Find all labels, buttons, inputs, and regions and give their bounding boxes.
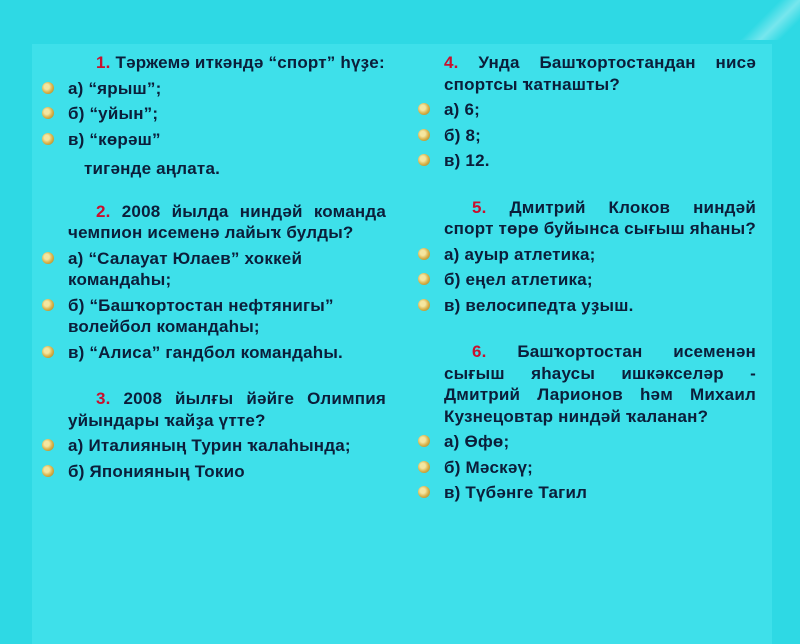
question-number: 1. <box>96 53 111 72</box>
list-item <box>68 342 386 364</box>
option-text: б) “уйын”; <box>68 104 159 123</box>
bullet-icon <box>42 465 54 477</box>
question-text: 2008 йылғы йәйге Олимпия уйындары ҡайҙа үтте? <box>68 389 386 430</box>
question-5 <box>444 197 756 240</box>
question-number: 6. <box>472 342 487 361</box>
bullet-icon <box>418 103 430 115</box>
list-item <box>68 78 386 100</box>
list-item <box>68 461 386 483</box>
option-text: в) “Алиса” гандбол командаһы. <box>68 342 343 362</box>
bullet-icon <box>42 346 54 358</box>
question-text: 2008 йылда ниндәй команда чемпион исеменә лайыҡ булды? <box>68 201 386 242</box>
question-2 <box>68 201 386 244</box>
option-text: в) 12. <box>444 151 490 170</box>
list-item <box>68 435 386 457</box>
bullet-icon <box>42 82 54 94</box>
bullet-icon <box>418 248 430 260</box>
question-text: Унда Башҡортостандан нисә спортсы ҡатнашты? <box>444 53 756 94</box>
option-text: а) Өфө; <box>444 432 510 451</box>
question-1 <box>68 52 386 74</box>
question-3 <box>68 388 386 431</box>
bullet-icon <box>418 129 430 141</box>
list-item <box>444 125 756 147</box>
question-number: 2. <box>96 201 111 221</box>
option-text: б) “Башҡортостан нефтянигы” волейбол командаһы; <box>68 295 334 336</box>
list-item <box>444 295 756 317</box>
question-number: 4. <box>444 53 459 72</box>
question-number: 3. <box>96 389 111 408</box>
list-item <box>444 431 756 453</box>
question-4 <box>444 52 756 95</box>
list-item <box>444 482 756 504</box>
question-number: 5. <box>472 197 487 217</box>
list-item <box>444 99 756 121</box>
bullet-icon <box>418 486 430 498</box>
option-text: а) 6; <box>444 100 480 119</box>
question-text: Дмитрий Клоков ниндәй спорт төрө буйынса сығыш яһаны? <box>444 197 756 238</box>
decorative-corner <box>740 0 800 40</box>
list-item <box>68 103 386 125</box>
option-text: а) “ярыш”; <box>68 78 162 98</box>
list-item <box>444 269 756 291</box>
option-text: б) еңел атлетика; <box>444 270 593 289</box>
list-item <box>68 129 386 151</box>
option-text: б) 8; <box>444 125 482 145</box>
option-text: в) Түбәнге Тагил <box>444 483 588 502</box>
bullet-icon <box>42 107 54 119</box>
right-column <box>444 52 756 508</box>
option-text: а) ауыр атлетика; <box>444 244 596 264</box>
option-text: б) Японияның Токио <box>68 461 245 481</box>
option-text: а) “Салауат Юлаев” хоккей командаһы; <box>68 248 303 289</box>
bullet-icon <box>418 154 430 166</box>
left-column <box>68 52 386 486</box>
bullet-icon <box>418 435 430 447</box>
list-item <box>444 457 756 479</box>
option-text: б) Мәскәү; <box>444 457 534 477</box>
option-text: а) Италияның Турин ҡалаһында; <box>68 436 351 455</box>
bullet-icon <box>42 439 54 451</box>
question-6 <box>444 341 756 427</box>
question-tail: тигәнде аңлата. <box>84 159 221 178</box>
bullet-icon <box>418 273 430 285</box>
bullet-icon <box>42 252 54 264</box>
question-text: Башҡортостан исеменән сығыш яһаусы ишкәкселәр - Дмитрий Ларионов һәм Михаил Кузнецовтар ниндәй ҡаланан? <box>444 342 756 426</box>
bullet-icon <box>418 299 430 311</box>
option-text: в) велосипедта уҙыш. <box>444 295 634 315</box>
bullet-icon <box>42 133 54 145</box>
list-item <box>444 244 756 266</box>
bullet-icon <box>42 299 54 311</box>
option-text: в) “көрәш” <box>68 129 161 149</box>
list-item <box>444 150 756 172</box>
list-item <box>68 248 386 291</box>
bullet-icon <box>418 461 430 473</box>
list-item <box>68 295 386 338</box>
question-text: Тәржемә иткәндә “спорт” һүҙе: <box>115 53 385 72</box>
